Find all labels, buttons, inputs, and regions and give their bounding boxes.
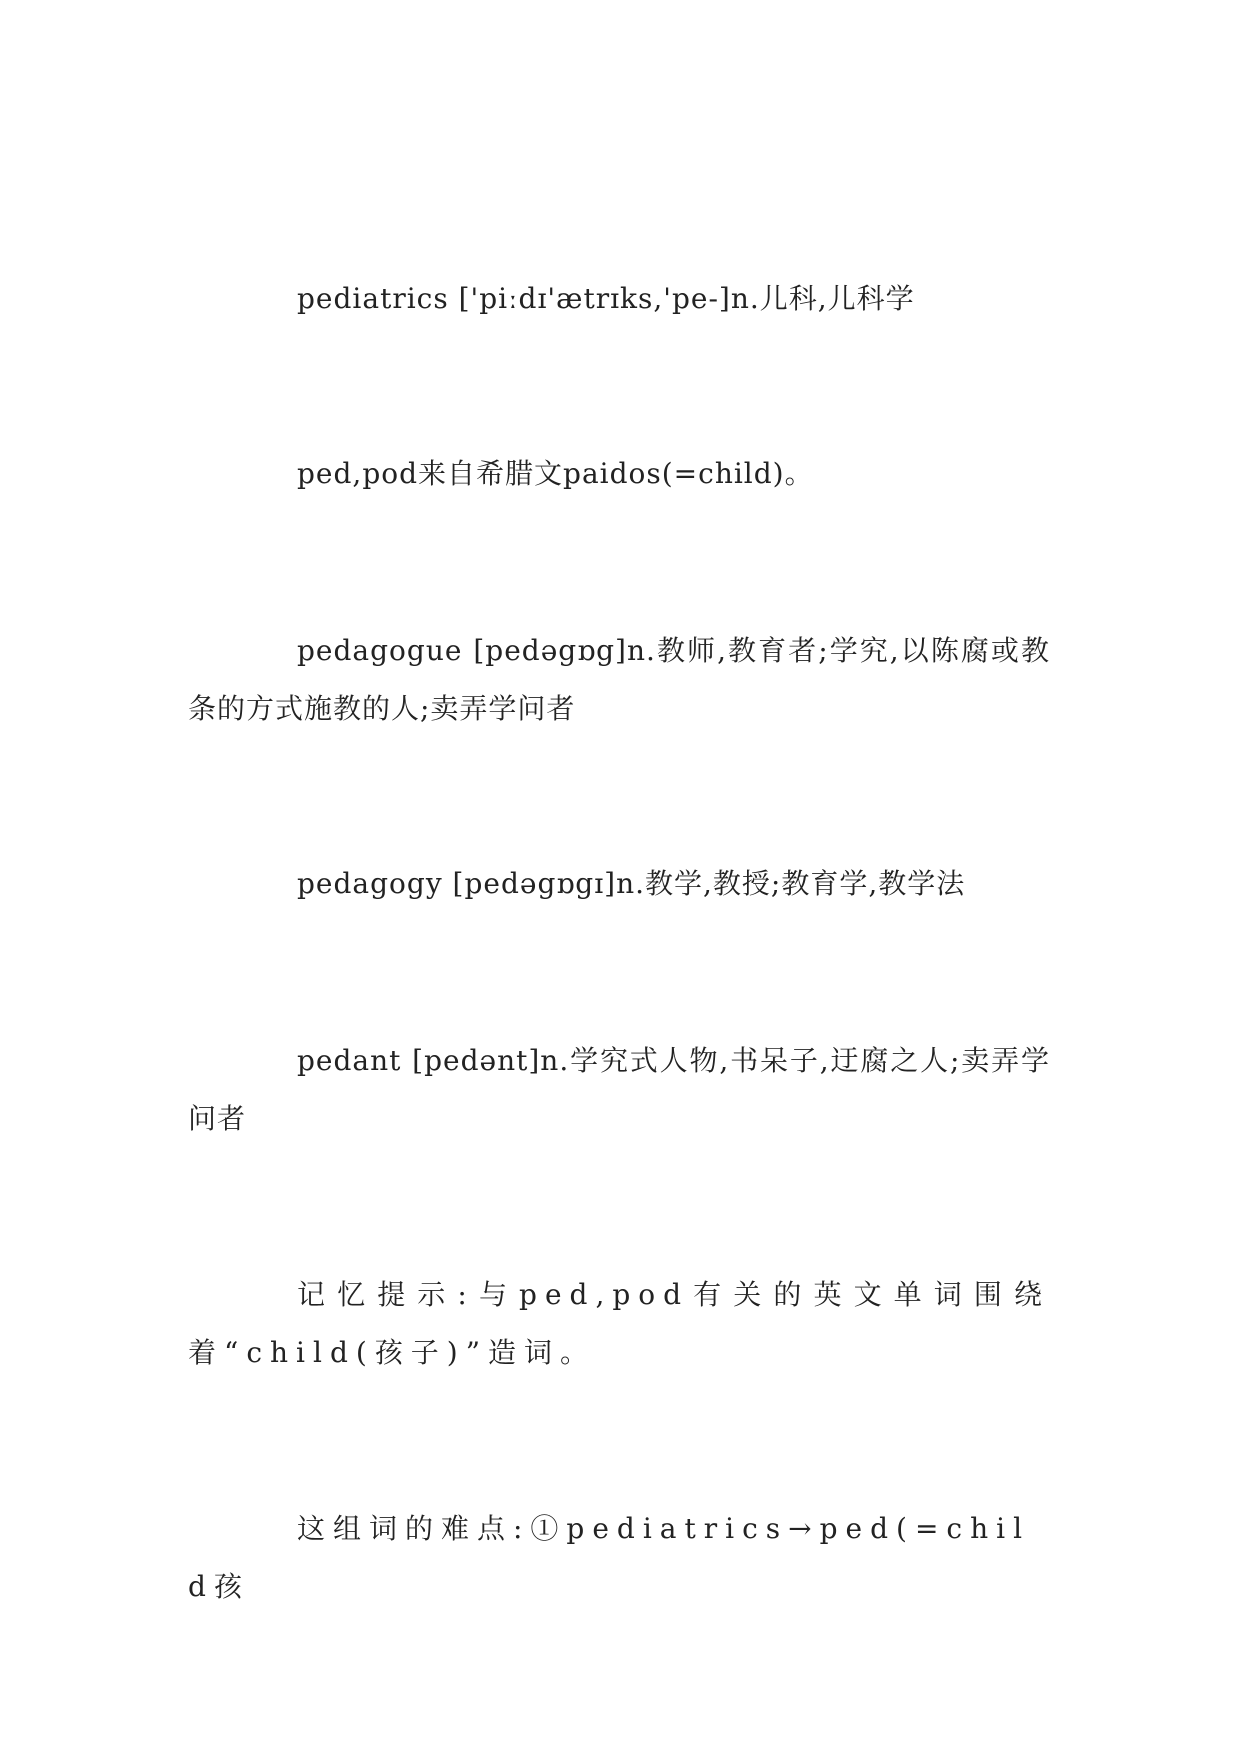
entry-pediatrics: pediatrics ['piːdɪ'ætrɪks,'pe-]n.儿科,儿科学 <box>297 282 915 315</box>
memory-tip: 记忆提示:与ped,pod有关的英文单词围绕着“child(孩子)”造词。 <box>188 1278 1050 1369</box>
difficulty-note: 这组词的难点:①pediatrics→ped(=child孩 <box>188 1512 1031 1603</box>
root-origin-note: ped,pod来自希腊文paidos(=child)。 <box>297 457 814 490</box>
entry-pedagogy: pedagogy [pedəgɒgɪ]n.教学,教授;教育学,教学法 <box>297 867 966 900</box>
entry-pedant: pedant [pedənt]n.学究式人物,书呆子,迂腐之人;卖弄学问者 <box>188 1044 1050 1135</box>
entry-pedagogue: pedagogue [pedəgɒg]n.教师,教育者;学究,以陈腐或教条的方式施教的人;卖弄学问者 <box>188 634 1050 725</box>
